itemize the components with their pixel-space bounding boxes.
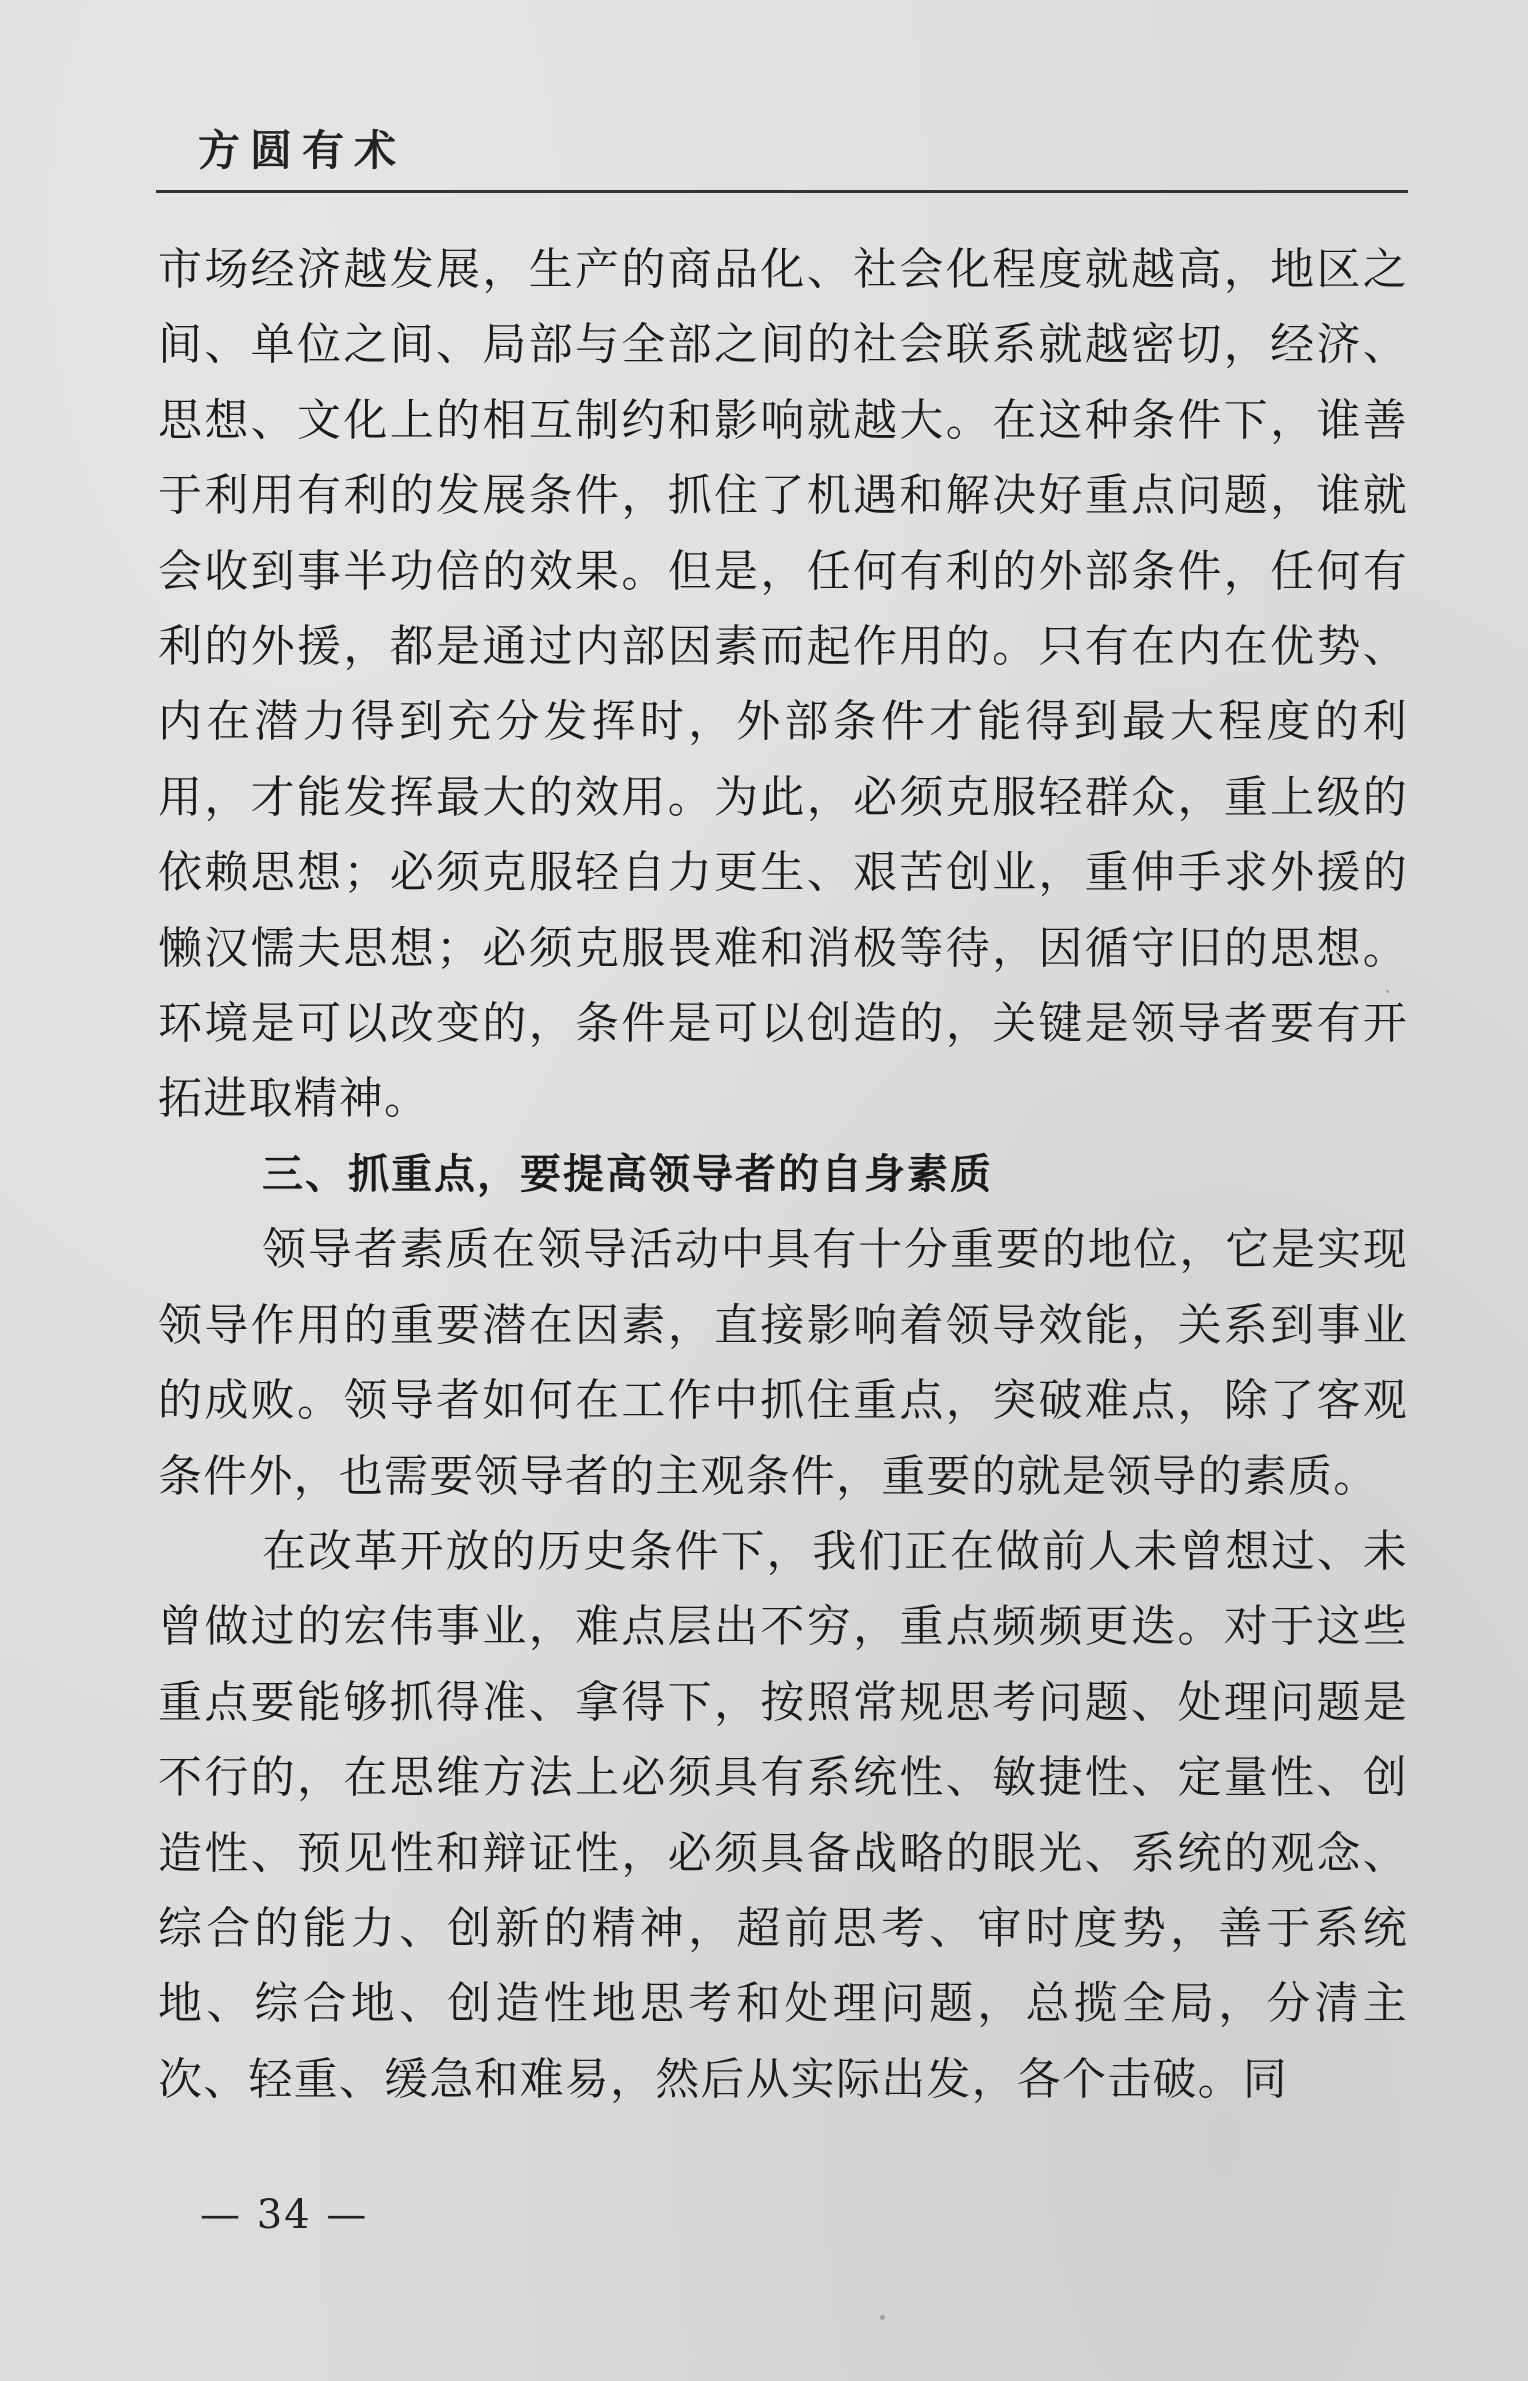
- header-title: 方圆有术: [198, 126, 407, 175]
- paragraph-3: 在改革开放的历史条件下，我们正在做前人未曾想过、未曾做过的宏伟事业，难点层出不穷，重点频频更迭。对于这些重点要能够抓得准、拿得下，按照常规思考问题、处理问题是不行的，在思维方法上必须具有系统性、敏捷性、定量性、创造性、预见性和辩证性，必须具备战略的眼光、系统的观念、综合的能力、创新的精神，超前思考、审时度势，善于系统地、综合地、创造性地思考和处理问题，总揽全局，分清主次、轻重、缓急和难易，然后从实际出发，各个击破。同: [158, 1525, 1408, 2105]
- section-heading: 三、抓重点，要提高领导者的自身素质: [262, 1149, 993, 1198]
- page-number: — 34 —: [200, 2192, 369, 2238]
- running-header: [156, 118, 1408, 198]
- paragraph-2: 领导者素质在领导活动中具有十分重要的地位，它是实现领导作用的重要潜在因素，直接影响着领导效能，关系到事业的成败。领导者如何在工作中抓住重点，突破难点，除了客观条件外，也需要领导者的主观条件，重要的就是领导的素质。: [158, 1224, 1408, 1502]
- header-rule: [156, 190, 1408, 193]
- page-body: [158, 232, 1408, 2117]
- paragraph-1: 市场经济越发展，生产的商品化、社会化程度就越高，地区之间、单位之间、局部与全部之间的社会联系就越密切，经济、思想、文化上的相互制约和影响就越大。在这种条件下，谁善于利用有利的发展条件，抓住了机遇和解决好重点问题，谁就会收到事半功倍的效果。但是，任何有利的外部条件，任何有利的外援，都是通过内部因素而起作用的。只有在内在优势、内在潜力得到充分发挥时，外部条件才能得到最大程度的利用，才能发挥最大的效用。为此，必须克服轻群众，重上级的依赖思想；必须克服轻自力更生、艰苦创业，重伸手求外援的懒汉懦夫思想；必须克服畏难和消极等待，因循守旧的思想。环境是可以改变的，条件是可以创造的，关键是领导者要有开拓进取精神。: [158, 244, 1408, 1125]
- paper-speck: [1386, 990, 1389, 993]
- paper-speck: [880, 2315, 885, 2320]
